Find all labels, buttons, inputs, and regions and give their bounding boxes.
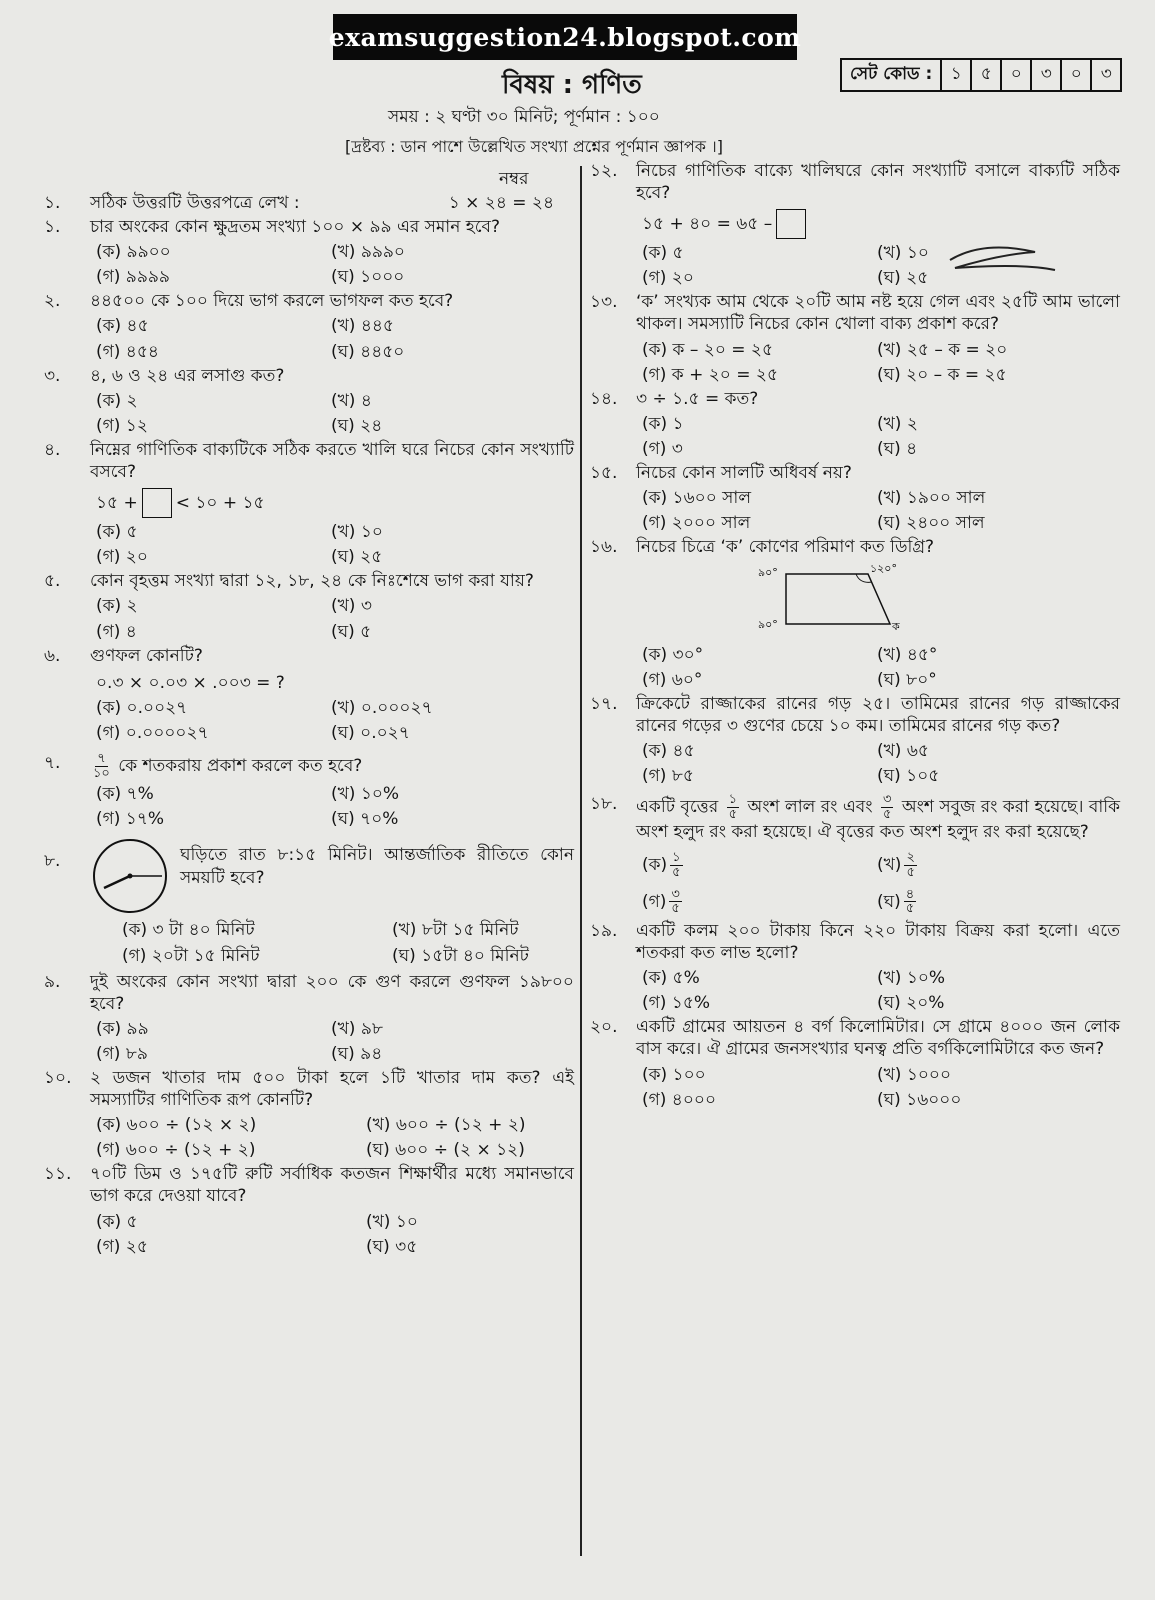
quadrilateral-figure	[756, 562, 926, 632]
option: (গ) ৩ ৫	[642, 886, 680, 917]
option: (খ) ১৯০০ সাল	[877, 488, 986, 509]
option: (গ) ৪৫৪	[96, 341, 159, 362]
figure-label: ১২০°	[870, 562, 897, 576]
figure-label: ৯০°	[758, 618, 778, 632]
option: (খ) ৯৯৯০	[331, 242, 405, 263]
option: (ঘ) ৮০°	[877, 669, 937, 690]
option: (ক) ২	[96, 390, 138, 411]
fraction: ১ ৫	[728, 792, 738, 822]
option: (ক) ৪৫	[96, 316, 149, 337]
option: (খ) ৬০০ ÷ (১২ + ২)	[366, 1115, 526, 1136]
set-code-digit: ০	[1000, 60, 1030, 90]
option: (খ) ১০০০	[877, 1064, 952, 1085]
question-20: ২০. একটি গ্রামের আয়তন ৪ বর্গ কিলোমিটার। সে গ্রামে ৪০০০ জন লোক বাস করে। ঐ গ্রামের জনসংখ্যার ঘনত্ব প্রতি বর্গকিলোমিটারে কত জন? (ক) ১০০ (খ) ১০০০ (গ) ৪০০০ (ঘ) ১৬০০০	[590, 1017, 1120, 1110]
set-code-box	[840, 58, 1122, 92]
option: (ঘ) ৬০০ ÷ (২ × ১২)	[366, 1140, 525, 1161]
option: (গ) ৬০০ ÷ (১২ + ২)	[96, 1140, 256, 1161]
fraction: ৭ ১০	[93, 750, 110, 781]
set-code-digit: ৩	[1030, 60, 1060, 90]
option: (খ) ৮টা ১৫ মিনিট	[392, 920, 519, 941]
question-8: ৮. ঘড়িতে রাত ৮:১৫ মিনিট। আন্তর্জাতিক রীতিতে কোন সময়টি হবে? (ক) ৩ টা ৪০ মিনিট (খ) ৮টা ১৫ মিনিট (গ) ২০টা ১৫ মিনিট (ঘ) ১৫টা ৪০ মিনিট	[44, 836, 574, 966]
question-11: ১১. ৭০টি ডিম ও ১৭৫টি রুটি সর্বাধিক কতজন শিক্ষার্থীর মধ্যে সমানভাবে ভাগ করে দেওয়া যাবে? (ক) ৫ (খ) ১০ (গ) ২৫ (ঘ) ৩৫	[44, 1164, 574, 1257]
option: (ঘ) ৭০%	[331, 809, 399, 830]
clock-icon	[90, 836, 170, 916]
instruction-text: সঠিক উত্তরটি উত্তরপত্রে লেখ :	[90, 193, 300, 213]
question-14: ১৪. ৩ ÷ ১.৫ = কত? (ক) ১ (খ) ২ (গ) ৩ (ঘ) ৪	[590, 388, 1120, 460]
option: (গ) ১৫%	[642, 993, 711, 1014]
question-2: ২. ৪৪৫০০ কে ১০০ দিয়ে ভাগ করলে ভাগফল কত হবে? (ক) ৪৫ (খ) ৪৪৫ (গ) ৪৫৪ (ঘ) ৪৪৫০	[44, 290, 574, 362]
option: (ক) ৫	[96, 1211, 138, 1232]
option: (ক) ৪৫	[642, 740, 695, 761]
option: (ঘ) ১৫টা ৪০ মিনিট	[392, 945, 529, 966]
pen-scribble	[945, 240, 1065, 280]
option: (ক) ৫	[642, 243, 684, 264]
equation: ০.৩ × ০.০৩ × .০০৩ = ?	[96, 672, 285, 693]
option: (খ) ৯৮	[331, 1018, 383, 1039]
subject-title: বিষয় : গণিত	[502, 70, 642, 100]
option: (ঘ) ৪	[877, 438, 918, 459]
option: (খ) ৪	[331, 390, 372, 411]
option: (গ) ৪০০০	[642, 1089, 717, 1110]
question-6: ৬. গুণফল কোনটি? ০.৩ × ০.০৩ × .০০৩ = ? (ক) ০.০০২৭ (খ) ০.০০০২৭ (গ) ০.০০০০২৭ (ঘ) ০.০২৭	[44, 645, 574, 744]
marks-column-label: নম্বর	[499, 169, 529, 189]
option: (ঘ) ২৫	[877, 268, 929, 289]
question-1: ১. চার অংকের কোন ক্ষুদ্রতম সংখ্যা ১০০ × ৯৯ এর সমান হবে? (ক) ৯৯০০ (খ) ৯৯৯০ (গ) ৯৯৯৯ (ঘ) ১০০০	[44, 216, 574, 288]
option: (ক) ৬০০ ÷ (১২ × ২)	[96, 1115, 257, 1136]
option: (ক) ১ ৫	[642, 850, 681, 881]
section-marks: ১ × ২৪ = ২৪	[448, 193, 554, 213]
option: (ক) ১০০	[642, 1064, 706, 1085]
option: (খ) ১০	[331, 522, 383, 543]
question-15: ১৫. নিচের কোন সালটি অধিবর্ষ নয়? (ক) ১৬০০ সাল (খ) ১৯০০ সাল (গ) ২০০০ সাল (ঘ) ২৪০০ সাল	[590, 462, 1120, 534]
marks-note: [দ্রষ্টব্য : ডান পাশে উল্লেখিত সংখ্যা প্রশ্নের পূর্ণমান জ্ঞাপক ।]	[345, 137, 723, 156]
option: (ক) ৭%	[96, 784, 154, 805]
option: (ঘ) ১৬০০০	[877, 1089, 962, 1110]
option: (ক) ৯৯	[96, 1018, 149, 1039]
option: (গ) ১৭%	[96, 809, 165, 830]
option: (গ) ৬০°	[642, 669, 703, 690]
option: (ঘ) ২৪	[331, 415, 383, 436]
option: (খ) ১০%	[331, 784, 400, 805]
option: (ঘ) ২০ – ক = ২৫	[877, 364, 1007, 385]
fraction: ৩ ৫	[882, 792, 892, 822]
option: (খ) ২৫ – ক = ২০	[877, 339, 1008, 360]
time-and-marks: সময় : ২ ঘণ্টা ৩০ মিনিট; পূর্ণমান : ১০০	[388, 107, 660, 127]
blank-box	[142, 488, 172, 518]
option: (গ) ৮৫	[642, 765, 694, 786]
question-18: ১৮. একটি বৃত্তের ১ ৫ অংশ লাল রং এবং ৩ ৫ অংশ সবুজ রং করা হয়েছে। বাকি অংশ হলুদ রং করা হয়েছে। ঐ বৃত্তের কত অংশ হলুদ রং করা হয়েছে? (ক) ১ ৫ (খ) ২ ৫ (গ) ৩ ৫ (ঘ) ৪ ৫	[590, 792, 1121, 917]
option: (ক) ৩ টা ৪০ মিনিট	[122, 920, 255, 941]
option: (গ) ৯৯৯৯	[96, 267, 170, 288]
option: (ক) ১	[642, 413, 684, 434]
fraction: ৩ ৫	[671, 886, 680, 917]
set-code-label: সেট কোড :	[850, 64, 933, 84]
option: (ক) ১৬০০ সাল	[642, 488, 751, 509]
option: (ঘ) ০.০২৭	[331, 722, 410, 743]
option: (খ) ২	[877, 413, 918, 434]
option: (খ) ৬৫	[877, 740, 929, 761]
option: (ঘ) ৫	[331, 621, 372, 642]
option: (গ) ২০	[96, 547, 148, 568]
option: (ক) ৫	[96, 522, 138, 543]
watermark-banner: examsuggestion24.blogspot.com	[333, 14, 797, 60]
option: (ঘ) ৪৪৫০	[331, 341, 405, 362]
option: (ক) ৩০°	[642, 644, 704, 665]
option: (গ) ২০	[642, 268, 694, 289]
option: (ঘ) ৪ ৫	[877, 886, 915, 917]
fraction: ১ ৫	[672, 850, 681, 881]
fraction: ২ ৫	[906, 850, 915, 881]
fraction: ৪ ৫	[905, 886, 915, 917]
set-code-digit: ১	[940, 60, 970, 90]
question-3: ৩. ৪, ৬ ও ২৪ এর লসাগু কত? (ক) ২ (খ) ৪ (গ) ১২ (ঘ) ২৪	[44, 365, 574, 437]
option: (গ) ৪	[96, 621, 137, 642]
option: (গ) ক + ২০ = ২৫	[642, 364, 778, 385]
option: (খ) ১০	[366, 1211, 418, 1232]
set-code-digit: ৩	[1090, 60, 1120, 90]
option: (ঘ) ২৫	[331, 547, 383, 568]
option: (গ) ০.০০০০২৭	[96, 722, 209, 743]
right-column	[590, 160, 1120, 1113]
option: (গ) ২০টা ১৫ মিনিট	[122, 945, 260, 966]
question-4: ৪. নিম্নের গাণিতিক বাক্যটিকে সঠিক করতে খালি ঘরে নিচের কোন সংখ্যাটি বসবে? ১৫ + < ১০ + ১৫ (ক) ৫ (খ) ১০ (গ) ২০ (ঘ) ২৫	[44, 439, 574, 568]
equation: ১৫ + < ১০ + ১৫	[96, 488, 574, 518]
option: (ঘ) ৩৫	[366, 1236, 418, 1257]
question-16: ১৬. নিচের চিত্রে ‘ক’ কোণের পরিমাণ কত ডিগ্রি? ৯০° ১২০° ৯০° ক (ক) ৩০° (খ) ৪৫° (গ) ৬০° (ঘ) ৮০°	[590, 536, 1120, 690]
option: (ক) ০.০০২৭	[96, 697, 188, 718]
question-10: ১০. ২ ডজন খাতার দাম ৫০০ টাকা হলে ১টি খাতার দাম কত? এই সমস্যাটির গাণিতিক রূপ কোনটি? (ক) ৬০০ ÷ (১২ × ২) (খ) ৬০০ ÷ (১২ + ২) (গ) ৬০০ ÷ (১২ + ২) (ঘ) ৬০০ ÷ (২ × ১২)	[44, 1068, 574, 1161]
option: (খ) ৩	[331, 596, 372, 617]
option: (খ) ১০%	[877, 968, 946, 989]
figure-label: ৯০°	[758, 566, 778, 580]
option: (ঘ) ১০০০	[331, 267, 405, 288]
column-divider	[580, 166, 582, 1556]
option: (গ) ২৫	[96, 1236, 148, 1257]
question-7: ৭. ৭ ১০ কে শতকরায় প্রকাশ করলে কত হবে? (ক) ৭% (খ) ১০% (গ) ১৭% (ঘ) ৭০%	[44, 752, 574, 830]
set-code-digit: ০	[1060, 60, 1090, 90]
option: (গ) ১২	[96, 415, 148, 436]
set-code-digit: ৫	[970, 60, 1000, 90]
option: (ক) ২	[96, 596, 138, 617]
option: (গ) ৮৯	[96, 1043, 148, 1064]
question-5: ৫. কোন বৃহত্তম সংখ্যা দ্বারা ১২, ১৮, ২৪ কে নিঃশেষে ভাগ করা যায়? (ক) ২ (খ) ৩ (গ) ৪ (ঘ) ৫	[44, 570, 574, 642]
question-12: ১২. নিচের গাণিতিক বাক্যে খালিঘরে কোন সংখ্যাটি বসালে বাক্যটি সঠিক হবে? ১৫ + ৪০ = ৬৫ – (ক) ৫ (খ) ১০ (গ) ২০ (ঘ) ২৫	[590, 161, 1120, 289]
equation: ১৫ + ৪০ = ৬৫ –	[642, 209, 1120, 239]
option: (খ) ৪৫°	[877, 644, 938, 665]
option: (ঘ) ২০%	[877, 993, 945, 1014]
option: (গ) ৩	[642, 438, 683, 459]
option: (ক) ক – ২০ = ২৫	[642, 339, 774, 360]
question-13: ১৩. ‘ক’ সংখ্যক আম থেকে ২০টি আম নষ্ট হয়ে গেল এবং ২৫টি আম ভালো থাকল। সমস্যাটি নিচের কোন খোলা বাক্য প্রকাশ করে? (ক) ক – ২০ = ২৫ (খ) ২৫ – ক = ২০ (গ) ক + ২০ = ২৫ (ঘ) ২০ – ক = ২৫	[590, 292, 1120, 385]
option: (ক) ৯৯০০	[96, 242, 171, 263]
left-column	[44, 170, 574, 1260]
section-instruction	[44, 192, 574, 214]
option: (খ) ২ ৫	[877, 850, 915, 881]
question-17: ১৭. ক্রিকেটে রাজ্জাকের রানের গড় ২৫। তামিমের রানের গড় রাজ্জাকের রানের গড়ের ৩ গুণের চেয়ে ১০ কম। তামিমের রানের গড় কত? (ক) ৪৫ (খ) ৬৫ (গ) ৮৫ (ঘ) ১০৫	[590, 693, 1120, 786]
question-19: ১৯. একটি কলম ২০০ টাকায় কিনে ২২০ টাকায় বিক্রয় করা হলো। এতে শতকরা কত লাভ হলো? (ক) ৫% (খ) ১০% (গ) ১৫% (ঘ) ২০%	[590, 921, 1120, 1014]
option: (ঘ) ২৪০০ সাল	[877, 513, 985, 534]
option: (খ) ৪৪৫	[331, 316, 394, 337]
option: (ক) ৫%	[642, 968, 700, 989]
option: (খ) ০.০০০২৭	[331, 697, 433, 718]
question-9: ৯. দুই অংকের কোন সংখ্যা দ্বারা ২০০ কে গুণ করলে গুণফল ১৯৮০০ হবে? (ক) ৯৯ (খ) ৯৮ (গ) ৮৯ (ঘ) ৯৪	[44, 971, 574, 1064]
option: (ঘ) ১০৫	[877, 765, 940, 786]
figure-label: ক	[892, 620, 900, 633]
option: (গ) ২০০০ সাল	[642, 513, 751, 534]
blank-box	[776, 209, 806, 239]
option: (খ) ১০	[877, 243, 929, 264]
option: (ঘ) ৯৪	[331, 1043, 383, 1064]
section-number: ১.	[44, 193, 61, 213]
